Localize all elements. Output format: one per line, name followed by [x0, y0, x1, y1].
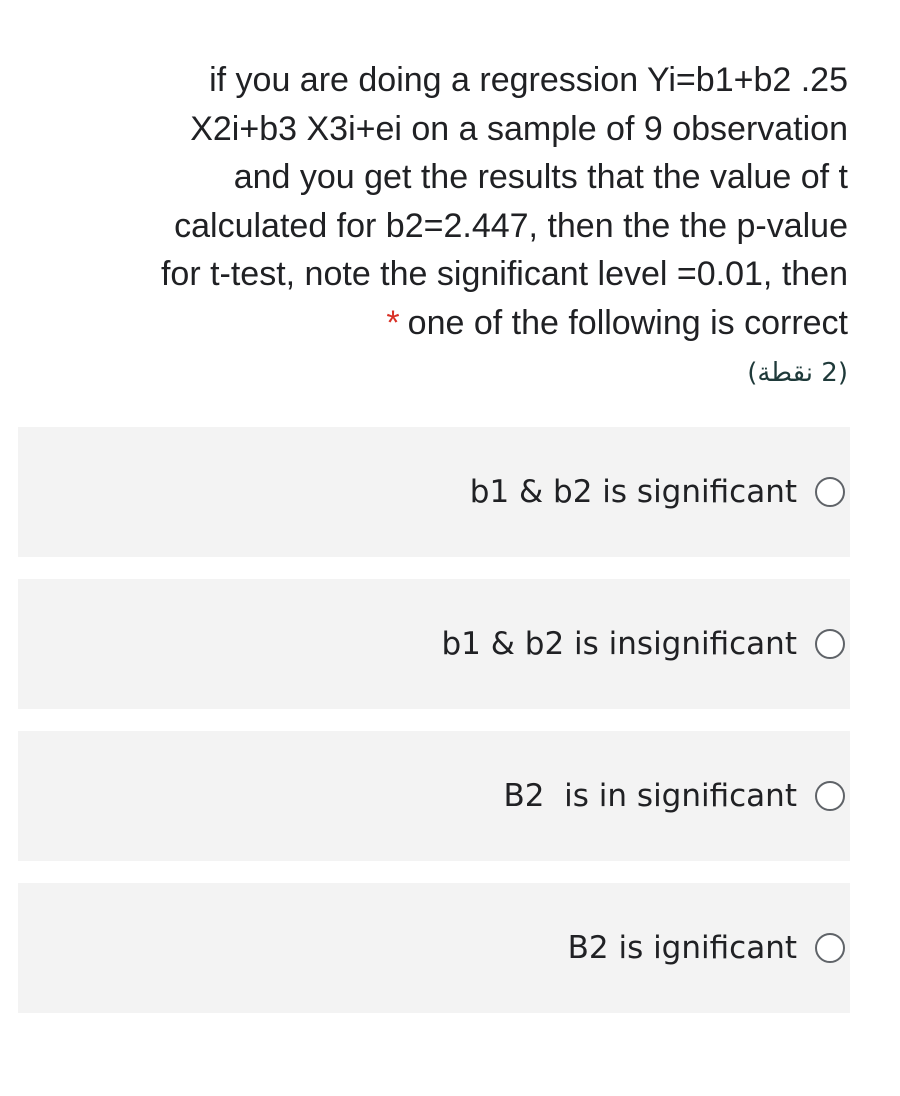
option-4[interactable] — [18, 883, 850, 1013]
option-1-radio-button[interactable] — [815, 477, 845, 507]
option-1-label: b1 & b2 is significant — [469, 474, 797, 510]
option-2[interactable] — [18, 579, 850, 709]
answer-options — [18, 427, 850, 1035]
option-4-label: B2 is ignificant — [567, 930, 797, 966]
option-3[interactable] — [18, 731, 850, 861]
question-text-line-6 — [88, 299, 848, 348]
option-1[interactable] — [18, 427, 850, 557]
question-text-line-5: for t-test, note the significant level =0.01, then — [160, 255, 848, 293]
question-text-line-2: X2i+b3 X3i+ei on a sample of 9 observation — [190, 109, 848, 148]
option-2-label: b1 & b2 is insignificant — [441, 626, 797, 662]
option-3-radio-button[interactable] — [815, 781, 845, 811]
option-2-radio-button[interactable] — [815, 629, 845, 659]
question-block — [88, 56, 848, 395]
required-asterisk: * — [386, 303, 400, 342]
question-text-line-4: calculated for b2=2.447, then the the p-value — [174, 206, 848, 245]
option-3-label: B2 is in significant — [503, 778, 797, 814]
question-text-line-1: if you are doing a regression Yi=b1+b2 .25 — [209, 61, 848, 99]
question-text-line-3: and you get the results that the value of t — [233, 158, 848, 196]
question-text-line-6-text: one of the following is correct — [407, 303, 848, 342]
option-4-radio-button[interactable] — [815, 933, 845, 963]
points-label: (2 نقطة) — [747, 358, 848, 388]
